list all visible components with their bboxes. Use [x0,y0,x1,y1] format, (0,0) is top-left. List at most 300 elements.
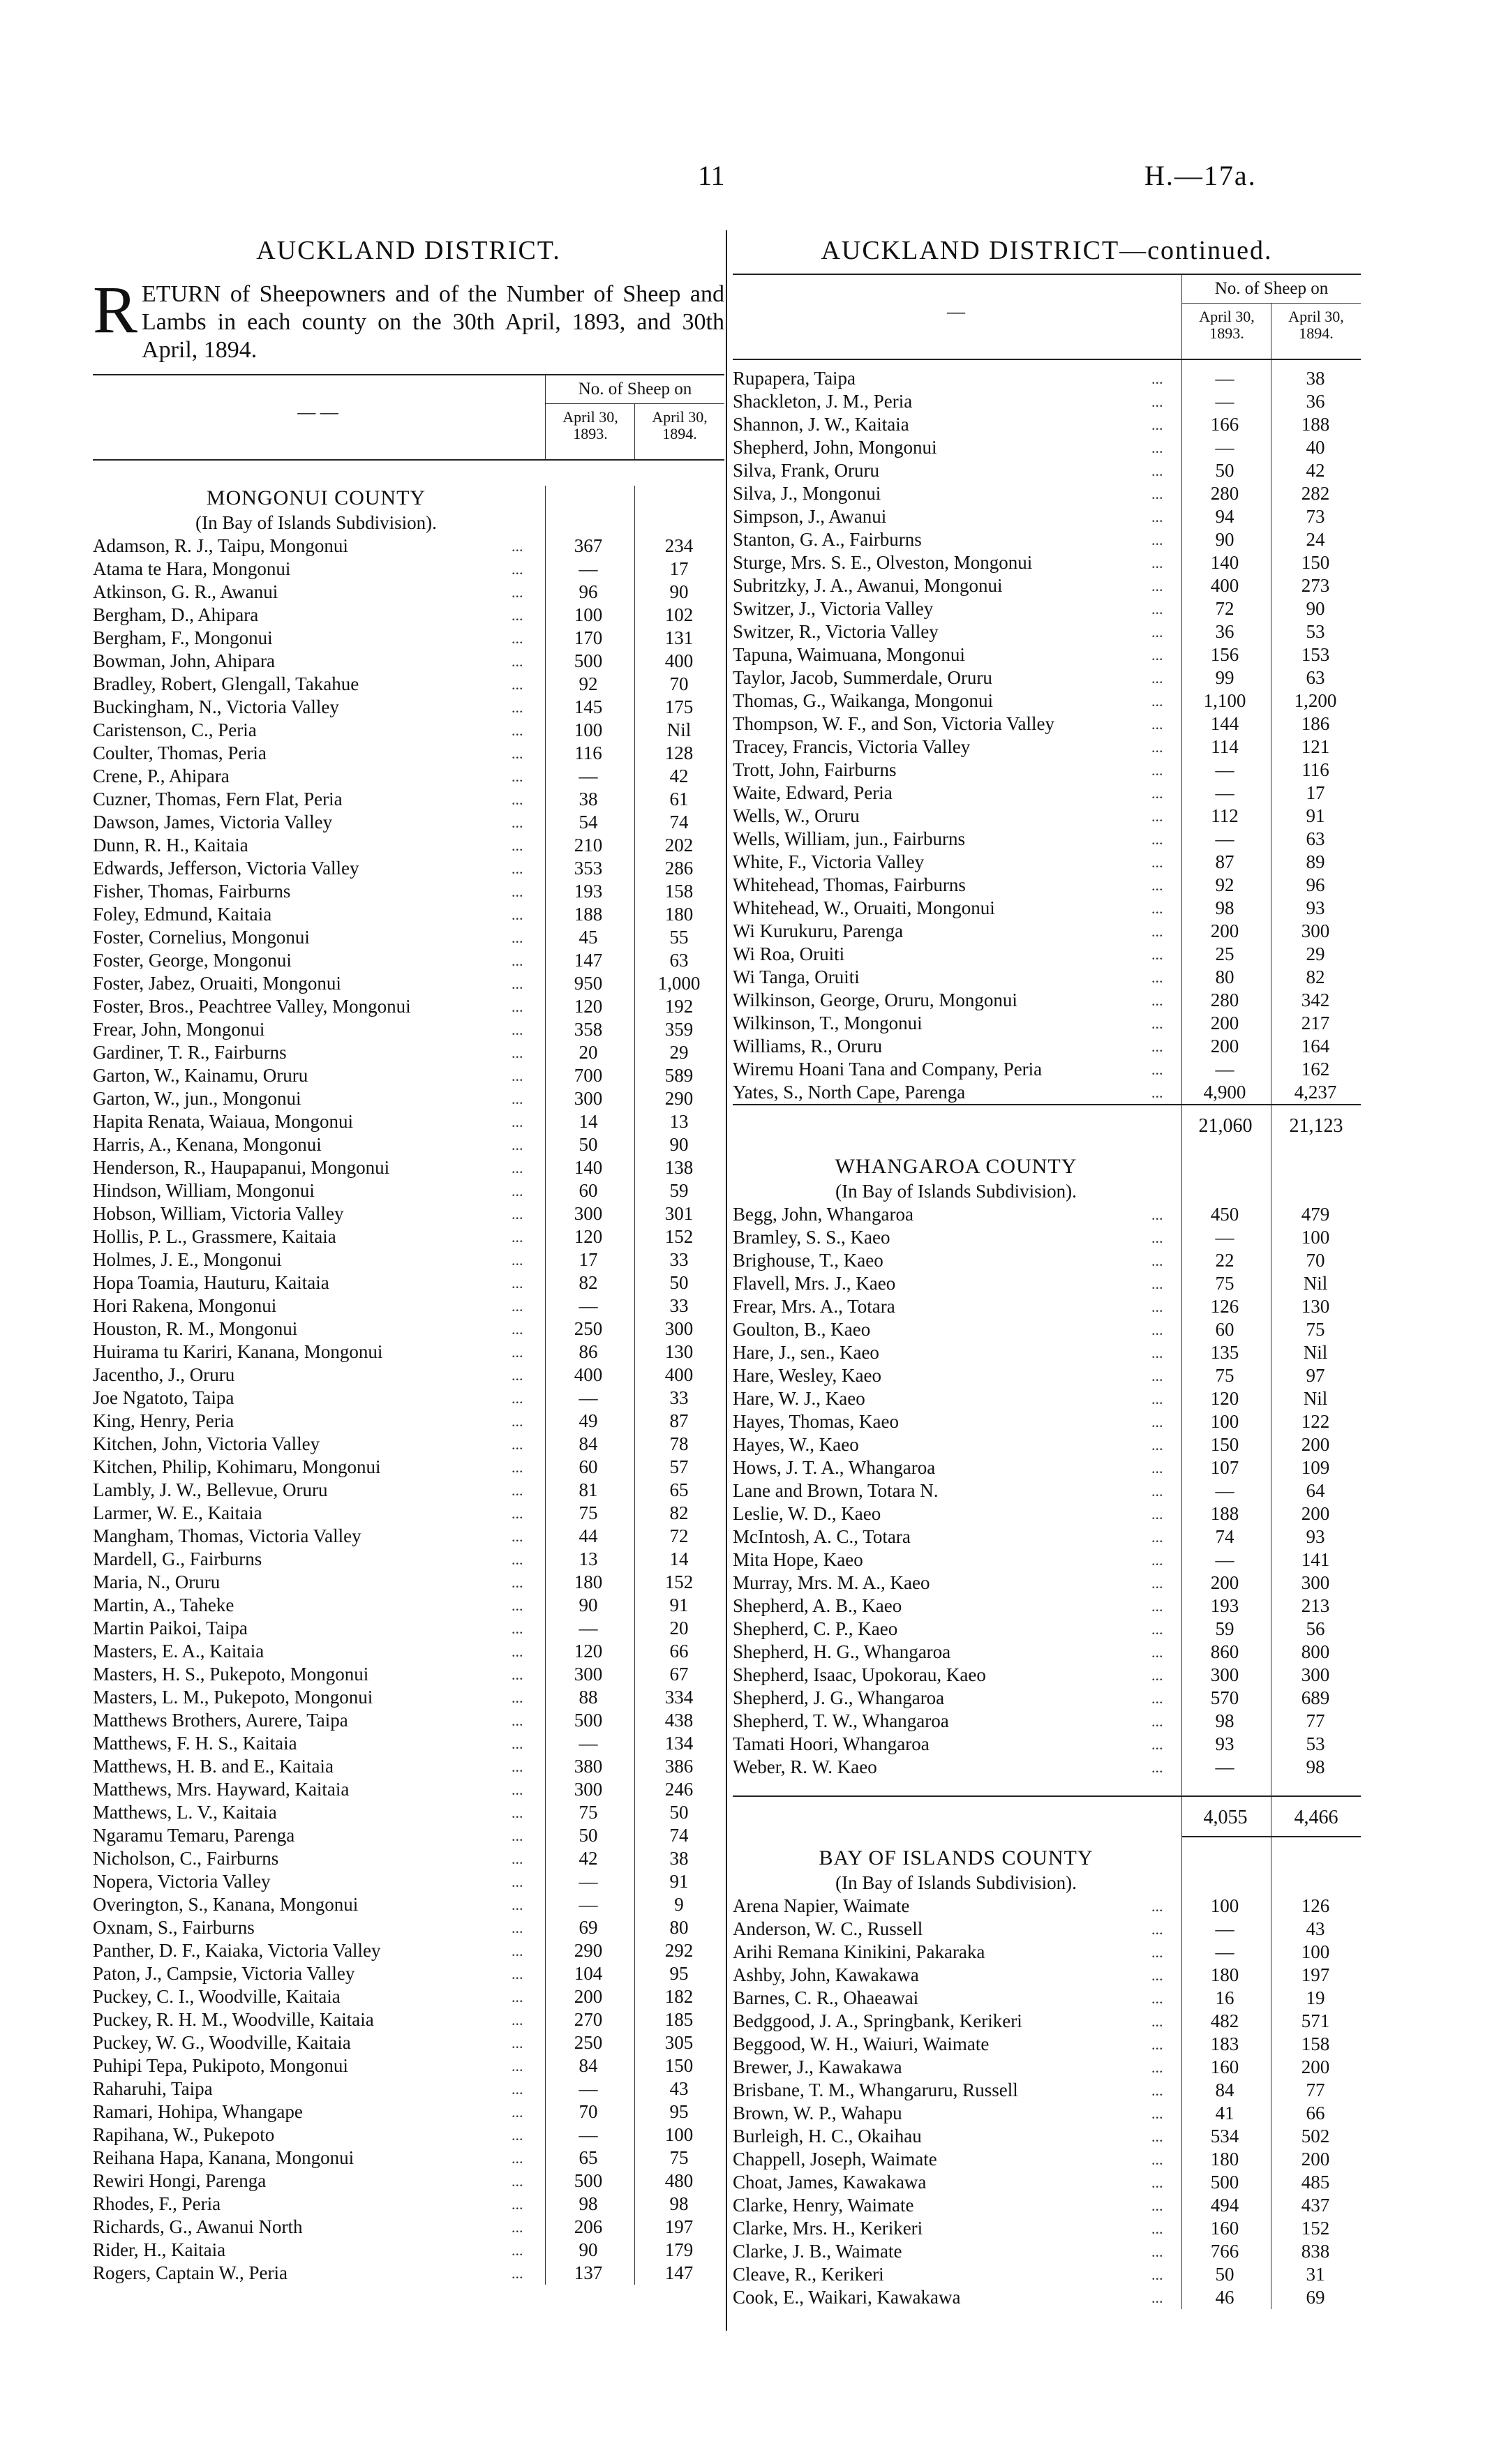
table-row [93,1341,724,1364]
table-row [93,1916,724,1939]
leader-dots: ... [512,1320,523,1338]
leader-dots: ... [1151,1528,1163,1546]
sheep-1893: 90 [579,1595,598,1615]
owner-name: Anderson, W. C., Russell [733,1918,923,1939]
owner-name: Lambly, J. W., Bellevue, Oruru [93,1479,328,1500]
owner-name: McIntosh, A. C., Totara [733,1526,911,1547]
table-row [733,1733,1361,1756]
table-row [733,597,1361,620]
leader-dots: ... [512,675,523,693]
leader-dots: ... [512,652,523,670]
owner-name: Hare, W. J., Kaeo [733,1388,865,1409]
sheep-1893: — [1215,828,1234,849]
table-row [733,528,1361,551]
sheep-1894: 43 [669,2078,689,2099]
sheep-1893: 100 [1210,1411,1239,1432]
sheep-1893: 36 [1215,621,1234,642]
leader-dots: ... [512,1735,523,1752]
left-column [93,230,724,2285]
leader-dots: ... [1151,2197,1163,2214]
sheep-1894: 175 [664,696,694,717]
sheep-1894: 305 [664,2032,694,2053]
table-row [93,1433,724,1456]
leader-dots: ... [1151,1298,1163,1315]
sheep-1894: 292 [664,1940,694,1961]
table-row [93,558,724,581]
leader-dots: ... [512,2218,523,2236]
sheep-1893: 65 [579,2147,598,2168]
owner-name: Silva, Frank, Oruru [733,460,879,481]
sheep-1893: — [1215,1918,1234,1939]
owner-name: Hayes, W., Kaeo [733,1434,859,1455]
owner-name: Harris, A., Kenana, Mongonui [93,1134,322,1155]
leader-dots: ... [1151,485,1163,502]
leader-dots: ... [1151,2036,1163,2053]
sheep-1894: 24 [1306,529,1325,550]
sheep-1894: 1,200 [1294,690,1337,711]
leader-dots: ... [512,1873,523,1890]
owner-name: Jacentho, J., Oruru [93,1364,235,1385]
leader-dots: ... [1151,830,1163,848]
sheep-1894: 180 [664,904,694,925]
leader-dots: ... [1151,1321,1163,1338]
leader-dots: ... [512,1919,523,1936]
table-row [733,505,1361,528]
owner-name: Goulton, B., Kaeo [733,1319,871,1340]
leader-dots: ... [512,606,523,624]
sheep-1894: 65 [669,1479,689,1500]
table-row [733,736,1361,759]
col-1894-header: April 30, 1894. [652,408,708,442]
table-row [733,1664,1361,1687]
table-row [733,920,1361,943]
table-row [93,719,724,742]
leader-dots: ... [512,699,523,716]
sheep-1894: 479 [1301,1204,1330,1225]
sheep-1893: 42 [579,1848,598,1869]
leader-dots: ... [1151,876,1163,894]
owner-name: Bergham, D., Ahipara [93,604,259,625]
leader-dots: ... [512,1988,523,2006]
owner-name: Hindson, William, Mongonui [93,1180,315,1201]
mongonui-table [93,486,724,2285]
table-row [733,828,1361,851]
table-row [733,1687,1361,1710]
sheep-1894: 90 [669,1134,689,1155]
leader-dots: ... [512,1159,523,1177]
leader-dots: ... [512,2011,523,2029]
sheep-1893: 500 [574,1710,603,1731]
sheep-1893: — [1215,1059,1234,1080]
owner-name: Foster, George, Mongonui [93,950,292,971]
owner-name: Stanton, G. A., Fairburns [733,529,922,550]
leader-dots: ... [512,1666,523,1683]
owner-name: Fisher, Thomas, Fairburns [93,881,291,902]
sheep-1894: 55 [669,927,689,948]
sheep-1894: 290 [664,1088,694,1109]
owner-name: Williams, R., Oruru [733,1036,883,1056]
sheep-1893: 54 [579,812,598,832]
sheep-1894: 286 [664,858,694,879]
page-number: 11 [698,160,725,191]
sheep-1893: 116 [574,742,602,763]
sheep-1893: 126 [1210,1296,1239,1317]
table-row [93,1962,724,1985]
owner-name: Bowman, John, Ahipara [93,650,275,671]
sheep-1894: 141 [1301,1549,1330,1570]
sheep-1894: 31 [1306,2264,1325,2285]
table-row [733,666,1361,689]
sheep-1894: 80 [669,1917,689,1938]
owner-name: Caristenson, C., Peria [93,719,257,740]
owner-name: Shackleton, J. M., Peria [733,391,913,412]
owner-name: Matthews, H. B. and E., Kaitaia [93,1756,334,1777]
sheep-1894: 202 [664,835,694,856]
table-row [93,1686,724,1709]
sheep-1893: 45 [579,927,598,948]
sheep-1893: 144 [1210,713,1239,734]
sheep-1893: 112 [1211,805,1239,826]
leader-dots: ... [1151,462,1163,479]
table-row [733,2263,1361,2286]
sheep-1893: 120 [574,1641,603,1662]
sheep-1894: 50 [669,1802,689,1823]
leader-dots: ... [512,791,523,808]
sheep-1894: 69 [1306,2287,1325,2308]
sheep-1893: 4,900 [1203,1082,1246,1103]
table-row [93,1755,724,1778]
table-row [93,1502,724,1525]
table-row [733,2194,1361,2217]
table-row [733,643,1361,666]
table-row [733,2102,1361,2125]
sheep-1894: 77 [1306,1710,1325,1731]
sheep-1893: 86 [579,1341,598,1362]
sheep-1893: 16 [1215,1987,1234,2008]
table-row [733,759,1361,782]
table-row [93,1571,724,1594]
sheep-1894: 179 [664,2239,694,2260]
sheep-1893: 183 [1210,2033,1239,2054]
sheep-1893: 950 [574,973,603,994]
leader-dots: ... [1151,1897,1163,1915]
table-header [733,274,1361,360]
sheep-1894: 838 [1301,2241,1330,2262]
drop-cap: R [93,272,138,347]
table-row [93,1317,724,1341]
sheep-1894: 78 [669,1433,689,1454]
sheep-1893: 84 [1215,2080,1234,2100]
leader-dots: ... [1151,439,1163,456]
owner-name: Nopera, Victoria Valley [93,1871,271,1892]
table-row [93,1456,724,1479]
sheep-1894: 98 [1306,1756,1325,1777]
owner-name: Thomas, G., Waikanga, Mongonui [733,690,994,711]
sheep-1893: 300 [574,1779,603,1800]
right-column [733,230,1361,2309]
owner-name: Edwards, Jefferson, Victoria Valley [93,858,359,879]
leader-dots: ... [1151,1574,1163,1592]
owner-name: Cuzner, Thomas, Fern Flat, Peria [93,789,343,809]
sheep-1893: 145 [574,696,603,717]
sheep-1894: 300 [1301,1572,1330,1593]
leader-dots: ... [512,814,523,831]
sheep-1894: 102 [664,604,694,625]
leader-dots: ... [512,1113,523,1130]
owner-name: Paton, J., Campsie, Victoria Valley [93,1963,355,1984]
sheep-1893: 99 [1215,667,1234,688]
sheep-1894: 589 [664,1065,694,1086]
sheep-1893: — [1215,437,1234,458]
owner-name: Switzer, R., Victoria Valley [733,621,939,642]
owner-name: Atama te Hara, Mongonui [93,558,291,579]
leader-dots: ... [512,1228,523,1246]
table-row [93,1064,724,1087]
owner-name: Masters, H. S., Pukepoto, Mongonui [93,1664,369,1685]
sheep-1894: 63 [1306,828,1325,849]
sheep-1893: — [579,2124,598,2145]
sheep-1893: 200 [574,1986,603,2007]
leader-dots: ... [512,1551,523,1568]
table-row [733,1387,1361,1410]
owner-name: Matthews Brothers, Aurere, Taipa [93,1710,348,1731]
table-row [733,1756,1361,1779]
sheep-1893: — [579,1618,598,1638]
owner-name: Nicholson, C., Fairburns [93,1848,279,1869]
sheep-1893: 41 [1215,2103,1234,2123]
owner-name: Hare, J., sen., Kaeo [733,1342,879,1363]
sheep-1894: 40 [1306,437,1325,458]
leader-dots: ... [1151,1413,1163,1431]
owner-name: Tracey, Francis, Victoria Valley [733,736,971,757]
sheep-1893: 300 [574,1088,603,1109]
owner-name: Bramley, S. S., Kaeo [733,1227,890,1248]
leader-dots: ... [512,1758,523,1775]
sheep-1894: 42 [669,766,689,786]
table-row [733,2056,1361,2079]
sheep-1893: 156 [1210,644,1239,665]
table-row [733,1433,1361,1456]
sheep-1893: — [579,766,598,786]
sheep-1894: 480 [664,2170,694,2191]
table-row [93,1939,724,1962]
leader-dots: ... [1151,2013,1163,2030]
sheep-1894: 70 [1306,1250,1325,1271]
table-row [93,765,724,788]
table-row [93,1364,724,1387]
owner-name: Foster, Jabez, Oruaiti, Mongonui [93,973,341,994]
owner-name: Atkinson, G. R., Awanui [93,581,278,602]
table-row [733,1710,1361,1733]
table-row [93,2170,724,2193]
sheep-1893: — [579,1295,598,1316]
owner-name: Yates, S., North Cape, Parenga [733,1082,966,1103]
sheep-1893: 104 [574,1963,603,1984]
sheep-1893: 75 [1215,1273,1234,1294]
table-row [93,1548,724,1571]
owner-name: Dawson, James, Victoria Valley [93,812,333,832]
table-row [93,2031,724,2054]
table-row [93,2008,724,2031]
sheep-1893: — [1215,391,1234,412]
owner-name: Barnes, C. R., Ohaeawai [733,1987,919,2008]
col-1893-header: April 30, 1893. [1199,308,1255,342]
sheep-1893: 193 [1210,1595,1239,1616]
sheep-1893: 49 [579,1410,598,1431]
whangaroa-total [733,1795,1361,1846]
sheep-1893: 570 [1210,1687,1239,1708]
sheep-1894: 87 [669,1410,689,1431]
table-row [733,1035,1361,1058]
sheep-1893: — [579,1894,598,1915]
leader-dots: ... [1151,1989,1163,2007]
owner-name: Rogers, Captain W., Peria [93,2262,288,2283]
sheep-1893: 358 [574,1019,603,1040]
column-divider [726,230,727,2331]
leader-dots: ... [512,906,523,923]
owner-name: Buckingham, N., Victoria Valley [93,696,339,717]
table-row [733,805,1361,828]
sheep-1894: 53 [1306,1733,1325,1754]
sheep-1893: 17 [579,1249,598,1270]
owner-name: Coulter, Thomas, Peria [93,742,267,763]
sheep-1893: 100 [574,719,603,740]
subdivision-label: (In Bay of Islands Subdivision). [835,1181,1077,1202]
owner-name: Bedggood, J. A., Springbank, Kerikeri [733,2010,1022,2031]
owner-name: Trott, John, Fairburns [733,759,897,780]
table-row [733,1571,1361,1595]
owner-name: Beggood, W. H., Waiuri, Waimate [733,2033,990,2054]
sheep-1893: 250 [574,1318,603,1339]
leader-dots: ... [512,1044,523,1061]
owner-name: Switzer, J., Victoria Valley [733,598,934,619]
table-row [93,604,724,627]
leader-dots: ... [1151,1061,1163,1078]
owner-name: Matthews, L. V., Kaitaia [93,1802,277,1823]
document-code: H.—17a. [1144,160,1257,191]
leader-dots: ... [512,998,523,1015]
sheep-1894: 75 [669,2147,689,2168]
sheep-1893: 400 [574,1364,603,1385]
sheep-1893: 22 [1215,1250,1234,1271]
sheep-1893: — [1215,782,1234,803]
owner-name: Clarke, Mrs. H., Kerikeri [733,2218,923,2239]
sheep-1894: 38 [1306,368,1325,389]
sheep-1893: 98 [1215,897,1234,918]
owner-name: Oxnam, S., Fairburns [93,1917,255,1938]
owner-name: Rupapera, Taipa [733,368,856,389]
sheep-1894: 121 [1301,736,1330,757]
sheep-1893: 14 [579,1111,598,1132]
owner-name: Puckey, W. G., Woodville, Kaitaia [93,2032,351,2053]
sheep-1894: 134 [664,1733,694,1754]
owner-name: Puckey, C. I., Woodville, Kaitaia [93,1986,341,2007]
leader-dots: ... [512,2172,523,2190]
sheep-1893: 353 [574,858,603,879]
table-row [733,874,1361,897]
owner-name: Ramari, Hohipa, Whangape [93,2101,303,2122]
sheep-1893: 75 [579,1802,598,1823]
leader-dots: ... [1151,946,1163,963]
table-row [93,2239,724,2262]
owner-name: Choat, James, Kawakawa [733,2172,927,2193]
sheep-1894: 73 [1306,506,1325,527]
owner-name: Brighouse, T., Kaeo [733,1250,883,1271]
sheep-1893: 60 [579,1180,598,1201]
leader-dots: ... [1151,2266,1163,2283]
sheep-1894: Nil [1303,1388,1328,1409]
table-row [733,1941,1361,1964]
sheep-1894: 273 [1301,575,1330,596]
county-heading: WHANGAROA COUNTY [835,1155,1077,1178]
owner-name: Ashby, John, Kawakawa [733,1964,919,1985]
sheep-1894: 571 [1301,2010,1330,2031]
leader-dots: ... [512,2126,523,2144]
leader-dots: ... [512,929,523,946]
table-row [93,1732,724,1755]
sheep-1894: 342 [1301,990,1330,1010]
leader-dots: ... [1151,1689,1163,1707]
leader-dots: ... [512,1458,523,1476]
sheep-1894: 485 [1301,2172,1330,2193]
sheep-1893: 50 [1215,2264,1234,2285]
leader-dots: ... [1151,554,1163,572]
sheep-1893: 137 [574,2262,603,2283]
leader-dots: ... [1151,1038,1163,1055]
leader-dots: ... [512,745,523,762]
owner-name: Simpson, J., Awanui [733,506,887,527]
owner-name: Flavell, Mrs. J., Kaeo [733,1273,896,1294]
sheep-1893: 59 [1215,1618,1234,1639]
sheep-1894: Nil [666,719,692,740]
leader-dots: ... [512,1435,523,1453]
sheep-1893: 90 [579,2239,598,2260]
table-row [93,857,724,880]
sheep-1893: 290 [574,1940,603,1961]
table-row [733,413,1361,436]
owner-name: Tamati Hoori, Whangaroa [733,1733,930,1754]
sheep-1894: 33 [669,1295,689,1316]
owner-name: Shepherd, A. B., Kaeo [733,1595,902,1616]
sheep-1894: 33 [669,1249,689,1270]
leader-dots: ... [512,883,523,900]
sheep-1894: 300 [664,1318,694,1339]
owner-name: Puhipi Tepa, Pukipoto, Mongonui [93,2055,348,2076]
table-row [93,627,724,650]
sheep-1893: 60 [579,1456,598,1477]
sheep-1894: 74 [669,1825,689,1846]
leader-dots: ... [512,1481,523,1499]
table-row [93,1271,724,1294]
leader-dots: ... [512,722,523,739]
owner-name: Overington, S., Kanana, Mongonui [93,1894,359,1915]
mongonui-total [733,1104,1361,1154]
county-heading: BAY OF ISLANDS COUNTY [819,1846,1094,1869]
table-row [93,2123,724,2146]
sheep-1893: — [1215,1941,1234,1962]
sheep-1893: 160 [1210,2218,1239,2239]
sheep-1894: 93 [1306,1526,1325,1547]
sheep-1893: 98 [1215,1710,1234,1731]
sheep-1893: 250 [574,2032,603,2053]
owner-name: Murray, Mrs. M. A., Kaeo [733,1572,930,1593]
sheep-1894: 200 [1301,1503,1330,1524]
owner-name: King, Henry, Peria [93,1410,234,1431]
sheep-1894: 185 [664,2009,694,2030]
sheep-1893: — [1215,1480,1234,1501]
owner-name: Subritzky, J. A., Awanui, Mongonui [733,575,1003,596]
owner-name: Wells, W., Oruru [733,805,860,826]
